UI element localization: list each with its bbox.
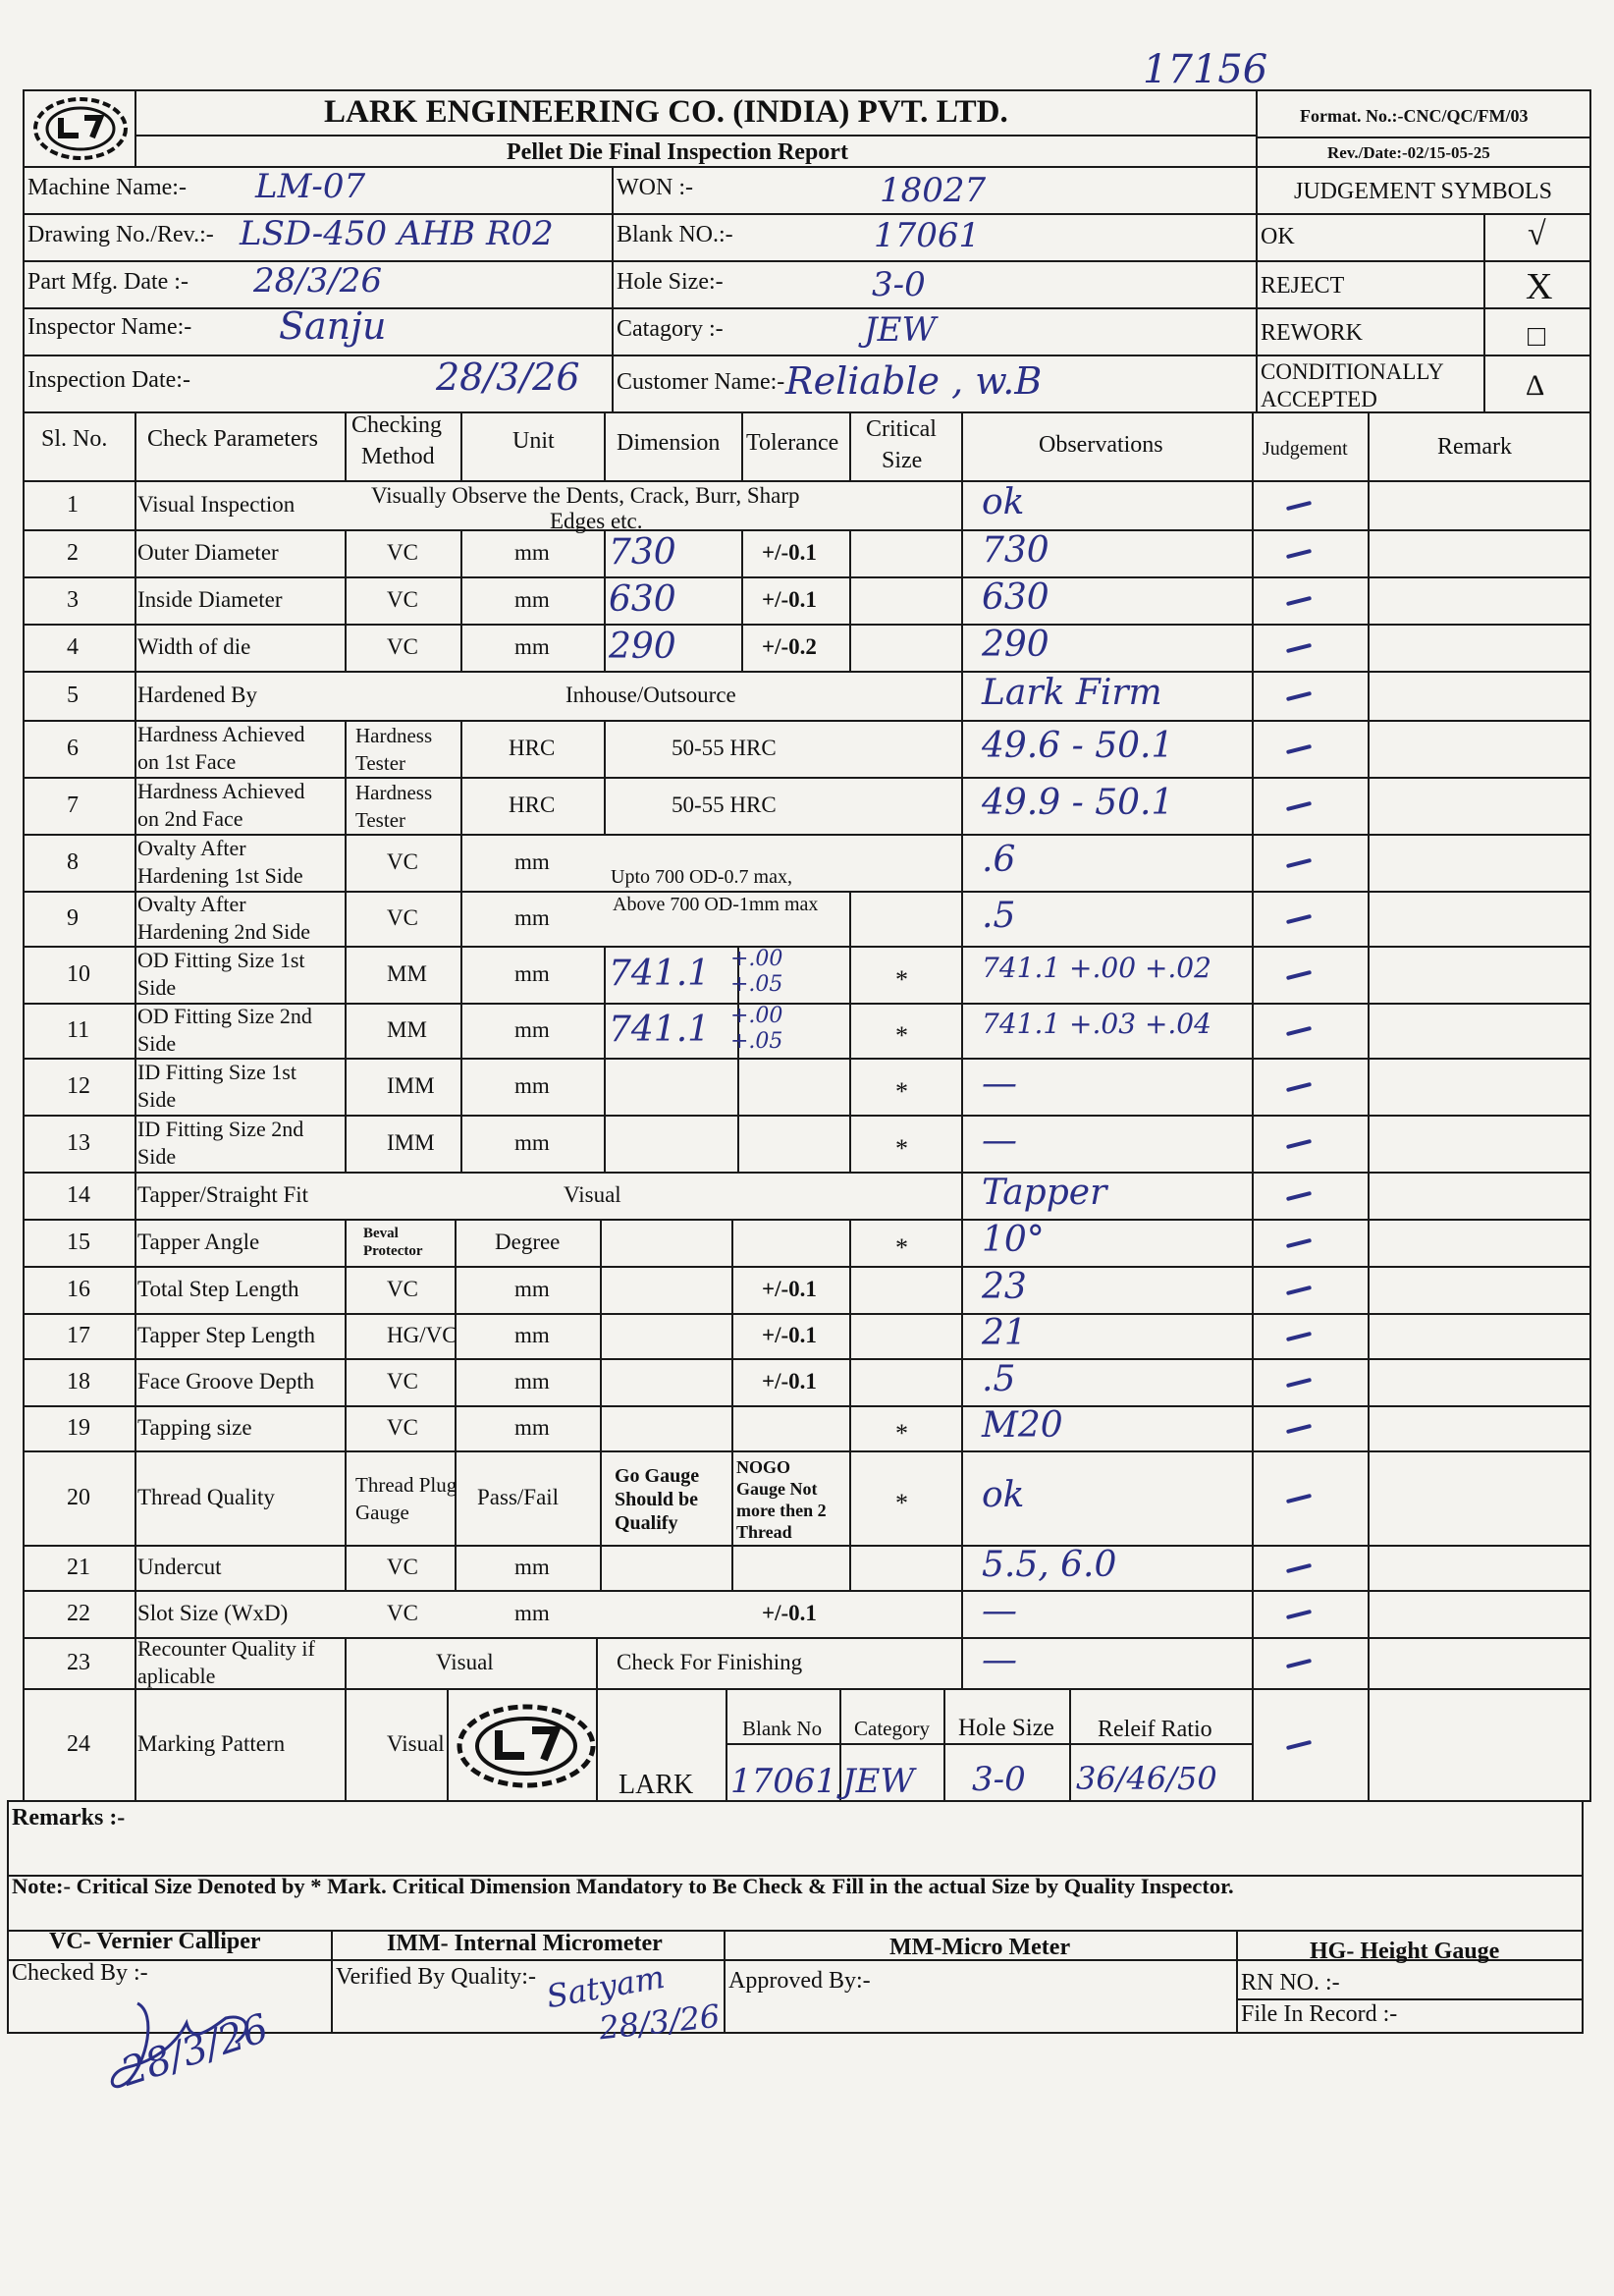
checking-method: IMM [387,1073,435,1098]
hole-size-label: Hole Size:- [617,269,724,295]
ovalty-spec-2: Above 700 OD-1mm max [613,894,819,915]
check-parameter: Side [137,1031,177,1056]
blank-label: Blank NO.:- [617,222,733,247]
file-record-label: File In Record :- [1241,2001,1398,2027]
inspection-date-value: 28/3/26 [436,355,580,399]
machine-value: LM-07 [255,167,366,206]
unit: mm [514,1277,550,1301]
checking-method: Tester [355,808,406,832]
col-critical-1: Critical [866,416,937,442]
checking-method: Tester [355,751,406,775]
inspector-label: Inspector Name:- [27,314,192,340]
check-parameter: ID Fitting Size 2nd [137,1117,304,1141]
tolerance-value: +/-0.1 [762,587,817,612]
checking-method: IMM [387,1130,435,1155]
observation-value: 5.5, 6.0 [982,1545,1117,1585]
unit: mm [514,1601,550,1625]
check-parameter: Side [137,1144,177,1169]
row-number: 22 [67,1601,90,1626]
observation-value: — [982,1064,1017,1104]
checking-method: Protector [363,1243,423,1259]
checked-by-label: Checked By :- [12,1960,148,1986]
critical-mark: * [895,1134,908,1163]
observation-value: .5 [982,1359,1016,1399]
row-number: 13 [67,1130,90,1156]
critical-mark: * [895,1021,908,1050]
checking-method: VC [387,849,418,874]
row-number: 21 [67,1555,90,1580]
check-parameter: Marking Pattern [137,1731,286,1756]
go-gauge-note: Go Gauge [615,1465,700,1487]
check-parameter: Slot Size (WxD) [137,1601,289,1625]
row-number: 12 [67,1073,90,1099]
row-number: 6 [67,736,79,761]
unit: mm [514,849,550,874]
unit: Degree [495,1230,561,1254]
inspector-value: Sanju [279,304,387,348]
go-gauge-note: Qualify [615,1512,678,1534]
unit: HRC [509,736,556,760]
row-number: 18 [67,1369,90,1394]
observation-value: Lark Firm [982,673,1162,713]
legend-mm: MM-Micro Meter [889,1935,1071,1960]
checking-method: VC [387,1601,418,1625]
nogo-gauge-note: NOGO [736,1457,791,1477]
tolerance-value: +/-0.1 [762,1277,817,1301]
row-number: 19 [67,1415,90,1441]
observation-value: — [982,1121,1017,1161]
legend-hg: HG- Height Gauge [1310,1939,1500,1964]
check-parameter: Thread Quality [137,1485,275,1509]
symbol-rework-icon: □ [1528,320,1546,353]
unit: mm [514,1073,550,1098]
critical-note: Note:- Critical Size Denoted by * Mark. Critical Dimension Mandatory to Be Check & Fill in the actual Size by Quality Inspector. [12,1874,1234,1898]
checking-method: VC [387,634,418,659]
observation-value: ok [982,482,1025,522]
dimension-value: 741.1 [609,954,711,994]
tolerance-value: +/-0.1 [762,540,817,565]
tolerance-handwritten: +.05 [730,1029,783,1054]
check-parameter: Face Groove Depth [137,1369,315,1394]
row-number: 15 [67,1230,90,1255]
tolerance-value: +/-0.1 [762,1323,817,1347]
symbol-reject-icon: X [1526,266,1553,307]
merged-instruction: Visually Observe the Dents, Crack, Burr, Sharp [371,483,800,508]
col-unit: Unit [512,428,555,454]
check-for-finishing: Check For Finishing [617,1650,803,1674]
merged-instruction: Visual [436,1650,494,1674]
observation-value: Tapper [982,1173,1107,1213]
check-parameter: aplicable [137,1664,216,1688]
marking-blank-header: Blank No [742,1717,823,1740]
check-parameter: Total Step Length [137,1277,299,1301]
checking-method: VC [387,1277,418,1301]
machine-label: Machine Name:- [27,175,187,200]
checking-method: VC [387,540,418,565]
marking-category-value: JEW [842,1762,915,1801]
checking-method: Gauge [355,1501,409,1524]
unit: mm [514,1017,550,1042]
won-label: WON :- [617,175,693,200]
marking-hole-header: Hole Size [958,1715,1054,1741]
symbol-conditional-label-2: ACCEPTED [1261,387,1377,411]
report-title: Pellet Die Final Inspection Report [507,139,848,165]
marking-logo [454,1699,599,1793]
check-parameter: on 1st Face [137,749,237,774]
col-remark: Remark [1437,434,1512,460]
check-parameter: Undercut [137,1555,222,1579]
observation-value: 49.9 - 50.1 [982,783,1174,823]
category-value: JEW [864,310,937,350]
critical-mark: * [895,1489,908,1517]
legend-vc: VC- Vernier Calliper [49,1929,261,1954]
tolerance-value: +/-0.2 [762,634,817,659]
checking-method: Beval [363,1226,399,1241]
col-method-2: Method [361,444,435,469]
check-parameter: Side [137,975,177,1000]
go-gauge-note: Should be [615,1489,699,1510]
row-number: 4 [67,634,79,660]
symbol-rework-label: REWORK [1261,320,1363,346]
unit: mm [514,961,550,986]
check-parameter: Hardening 1st Side [137,863,303,888]
company-name: LARK ENGINEERING CO. (INDIA) PVT. LTD. [324,94,1008,130]
blank-value: 17061 [874,216,981,255]
row-number: 17 [67,1323,90,1348]
unit: mm [514,1323,550,1347]
observation-value: 10° [982,1220,1045,1260]
observation-value: 630 [982,577,1049,618]
verified-by-label: Verified By Quality:- [336,1964,536,1990]
verified-signature: Satyam [543,1957,668,2016]
observation-value: — [982,1591,1017,1631]
check-parameter: OD Fitting Size 1st [137,948,305,972]
customer-value: Reliable , w.B [785,359,1043,403]
check-parameter: Visual Inspection [137,492,296,517]
marking-relief-header: Releif Ratio [1098,1717,1212,1742]
unit: mm [514,1369,550,1394]
symbol-reject-label: REJECT [1261,273,1345,299]
critical-mark: * [895,965,908,994]
row-number: 7 [67,793,79,818]
judgement-symbols-title: JUDGEMENT SYMBOLS [1294,179,1552,204]
checking-method: Hardness [355,781,433,804]
row-number: 2 [67,540,79,566]
symbol-ok-icon: √ [1528,216,1546,252]
checking-method: Hardness [355,724,433,747]
observation-value: 730 [982,530,1049,571]
row-number: 1 [67,492,79,518]
row-number: 5 [67,683,79,708]
check-parameter: Outer Diameter [137,540,279,565]
checking-method: Visual [387,1731,445,1756]
drawing-label: Drawing No./Rev.:- [27,222,214,247]
verified-date: 28/3/26 [597,1996,723,2048]
checking-method: MM [387,1017,427,1042]
observation-value: 49.6 - 50.1 [982,726,1174,766]
check-parameter: Tapper Angle [137,1230,260,1254]
merged-instruction: Inhouse/Outsource [565,683,736,707]
check-parameter: Hardness Achieved [137,779,305,803]
dimension-value: 741.1 [609,1010,711,1050]
observation-value: .6 [982,840,1016,880]
format-no: Format. No.:-CNC/QC/FM/03 [1300,106,1529,126]
mfg-date-label: Part Mfg. Date :- [27,269,188,295]
row-number: 24 [67,1731,90,1757]
col-tolerance: Tolerance [746,430,839,456]
critical-mark: * [895,1233,908,1262]
unit: Pass/Fail [477,1485,560,1509]
marking-hole-value: 3-0 [972,1760,1026,1799]
rev-date: Rev./Date:-02/15-05-25 [1327,143,1490,162]
checked-date: 28/3/26 [116,2005,274,2096]
row-number: 23 [67,1650,90,1675]
row-number: 3 [67,587,79,613]
unit: mm [514,1555,550,1579]
marking-relief-value: 36/46/50 [1076,1760,1217,1797]
critical-mark: * [895,1419,908,1448]
col-method-1: Checking [351,412,442,438]
tolerance-value: +/-0.1 [762,1369,817,1394]
row-number: 20 [67,1485,90,1510]
top-number: 17156 [1143,47,1268,92]
marking-lark-text: LARK [619,1770,694,1800]
remarks-label: Remarks :- [12,1805,126,1831]
checking-method: VC [387,1555,418,1579]
check-parameter: Tapping size [137,1415,252,1440]
observation-value: 23 [982,1267,1027,1307]
unit: mm [514,587,550,612]
unit: HRC [509,793,556,817]
hole-size-value: 3-0 [872,265,926,304]
hardness-range: 50-55 HRC [672,736,777,760]
checking-method: MM [387,961,427,986]
row-number: 14 [67,1182,90,1208]
merged-instruction: Edges etc. [550,509,643,533]
dimension-value: 290 [609,627,676,667]
tolerance-handwritten: +.05 [730,972,783,997]
observation-value: 741.1 +.03 +.04 [982,1008,1211,1040]
col-slno: Sl. No. [41,426,108,452]
unit: mm [514,1130,550,1155]
check-parameter: Ovalty After [137,892,246,916]
checking-method: Thread Plug [355,1473,457,1497]
unit: mm [514,634,550,659]
row-number: 11 [67,1017,90,1043]
dimension-value: 730 [609,532,676,573]
col-critical-2: Size [882,448,923,473]
nogo-gauge-note: Gauge Not [736,1479,818,1499]
check-parameter: Hardened By [137,683,257,707]
observation-value: 21 [982,1313,1027,1353]
checking-method: VC [387,905,418,930]
check-parameter: Hardness Achieved [137,722,305,746]
row-number: 8 [67,849,79,875]
unit: mm [514,1415,550,1440]
unit: mm [514,540,550,565]
observation-value: 741.1 +.00 +.02 [982,952,1211,984]
row-number: 16 [67,1277,90,1302]
symbol-conditional-icon: Δ [1526,369,1545,402]
tolerance-handwritten: +.00 [730,1004,783,1028]
marking-blank-value: 17061 [730,1762,837,1801]
tolerance-handwritten: +.00 [730,947,783,971]
check-parameter: on 2nd Face [137,806,243,831]
dimension-value: 630 [609,579,676,620]
hardness-range: 50-55 HRC [672,793,777,817]
customer-label: Customer Name:- [617,369,785,395]
check-parameter: Tapper Step Length [137,1323,316,1347]
check-parameter: Side [137,1087,177,1112]
row-number: 10 [67,961,90,987]
company-logo [31,96,130,161]
nogo-gauge-note: Thread [736,1522,792,1542]
observation-value: — [982,1640,1017,1680]
rn-no-label: RN NO. :- [1241,1970,1340,1995]
checking-method: VC [387,1369,418,1394]
col-dimension: Dimension [617,430,721,456]
checking-method: VC [387,587,418,612]
observation-value: .5 [982,896,1016,936]
check-parameter: Recounter Quality if [137,1636,315,1661]
check-parameter: Width of die [137,634,251,659]
symbol-conditional-label-1: CONDITIONALLY [1261,359,1444,384]
symbol-ok-label: OK [1261,224,1295,249]
checking-method: HG/VC [387,1323,457,1347]
marking-category-header: Category [854,1717,930,1740]
observation-value: M20 [982,1405,1063,1446]
check-parameter: OD Fitting Size 2nd [137,1004,312,1028]
observation-value: 290 [982,625,1049,665]
col-judgement: Judgement [1263,438,1348,460]
unit: mm [514,905,550,930]
merged-instruction: Visual [564,1182,621,1207]
check-parameter: Hardening 2nd Side [137,919,310,944]
legend-imm: IMM- Internal Micrometer [387,1931,663,1956]
check-parameter: ID Fitting Size 1st [137,1060,296,1084]
observation-value: ok [982,1475,1025,1515]
tolerance-value: +/-0.1 [762,1601,817,1625]
row-number: 9 [67,905,79,931]
drawing-value: LSD-450 AHB R02 [240,214,554,253]
category-label: Catagory :- [617,316,724,342]
mfg-date-value: 28/3/26 [253,261,383,301]
check-parameter: Inside Diameter [137,587,283,612]
inspection-date-label: Inspection Date:- [27,367,190,393]
nogo-gauge-note: more then 2 [736,1501,827,1520]
col-parameters: Check Parameters [147,426,318,452]
col-observations: Observations [1039,432,1163,458]
won-value: 18027 [880,171,987,210]
checking-method: VC [387,1415,418,1440]
critical-mark: * [895,1077,908,1106]
check-parameter: Tapper/Straight Fit [137,1182,309,1207]
approved-by-label: Approved By:- [728,1968,871,1994]
check-parameter: Ovalty After [137,836,246,860]
ovalty-spec-1: Upto 700 OD-0.7 max, [611,866,792,888]
